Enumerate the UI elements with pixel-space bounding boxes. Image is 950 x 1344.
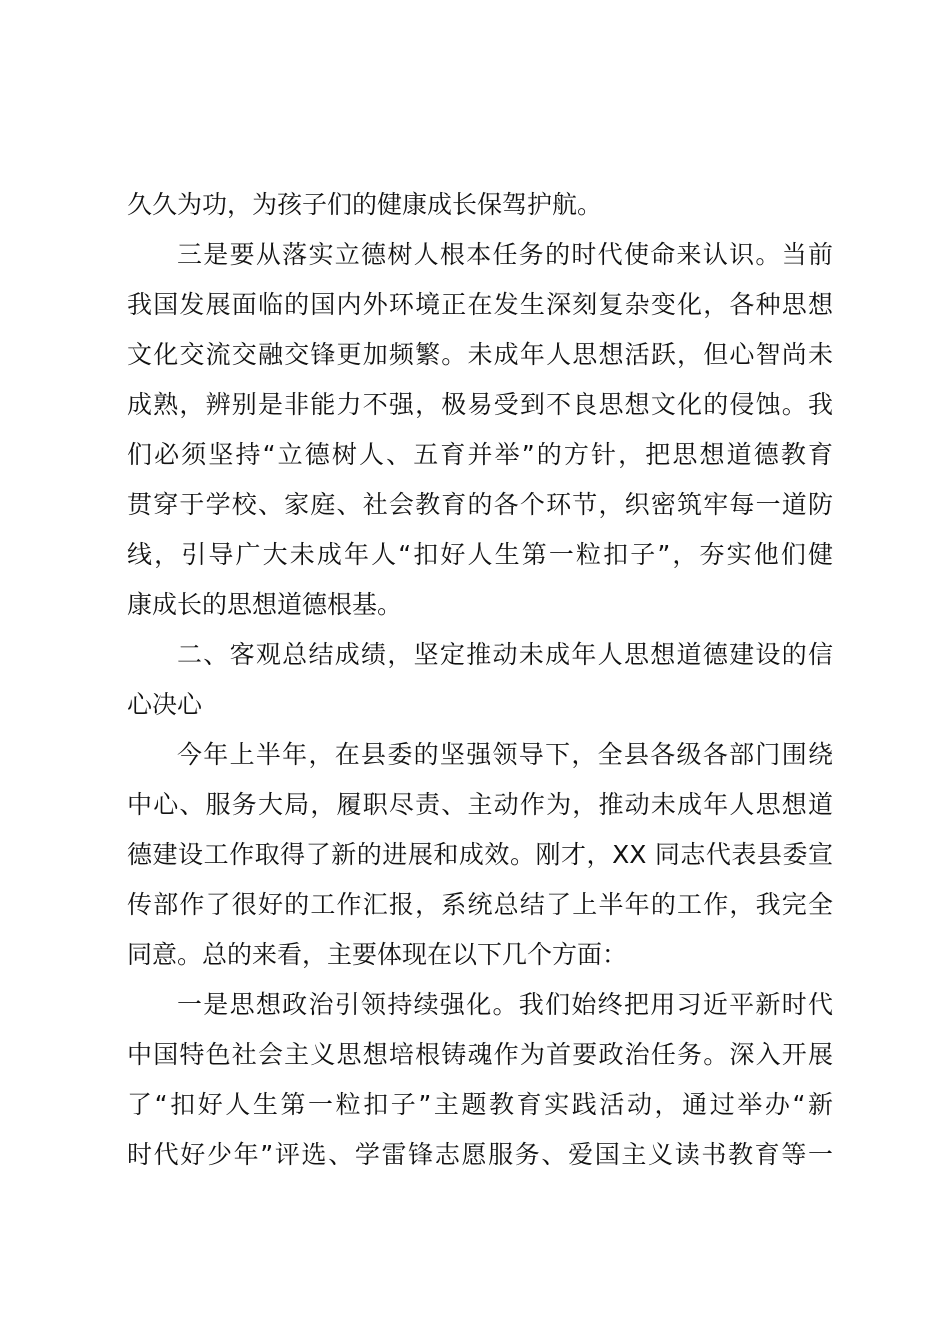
text-line-5: 成熟，辨别是非能力不强，极易受到不良思想文化的侵蚀。我 — [127, 390, 833, 419]
text-line-18: 中国特色社会主义思想培根铸魂作为首要政治任务。深入开展 — [127, 1040, 833, 1069]
text-line-20: 时代好少年”评选、学雷锋志愿服务、爱国主义读书教育等一 — [127, 1140, 833, 1169]
text-line-15: 传部作了很好的工作汇报，系统总结了上半年的工作，我完全 — [127, 890, 833, 919]
section-heading-line-1: 二、客观总结成绩，坚定推动未成年人思想道德建设的信 — [177, 640, 833, 669]
text-line-14: 德建设工作取得了新的进展和成效。刚才，XX 同志代表县委宣 — [127, 840, 833, 869]
text-line-7: 贯穿于学校、家庭、社会教育的各个环节，织密筑牢每一道防 — [127, 490, 833, 519]
text-line-16: 同意。总的来看，主要体现在以下几个方面： — [127, 940, 628, 969]
text-line-9: 康成长的思想道德根基。 — [127, 590, 403, 619]
text-line-12: 今年上半年，在县委的坚强领导下，全县各级各部门围绕 — [177, 740, 833, 769]
text-line-6: 们必须坚持“立德树人、五育并举”的方针，把思想道德教育 — [127, 440, 833, 469]
text-line-4: 文化交流交融交锋更加频繁。未成年人思想活跃，但心智尚未 — [127, 340, 833, 369]
text-line-19: 了“扣好人生第一粒扣子”主题教育实践活动，通过举办“新 — [127, 1090, 833, 1119]
text-line-13: 中心、服务大局，履职尽责、主动作为，推动未成年人思想道 — [127, 790, 833, 819]
text-line-2: 三是要从落实立德树人根本任务的时代使命来认识。当前 — [177, 240, 833, 269]
section-heading-line-2: 心决心 — [127, 690, 203, 719]
text-line-17: 一是思想政治引领持续强化。我们始终把用习近平新时代 — [177, 990, 833, 1019]
text-line-3: 我国发展面临的国内外环境正在发生深刻复杂变化，各种思想 — [127, 290, 833, 319]
text-line-8: 线，引导广大未成年人“扣好人生第一粒扣子”，夯实他们健 — [127, 540, 833, 569]
text-line-1: 久久为功，为孩子们的健康成长保驾护航。 — [127, 190, 603, 219]
